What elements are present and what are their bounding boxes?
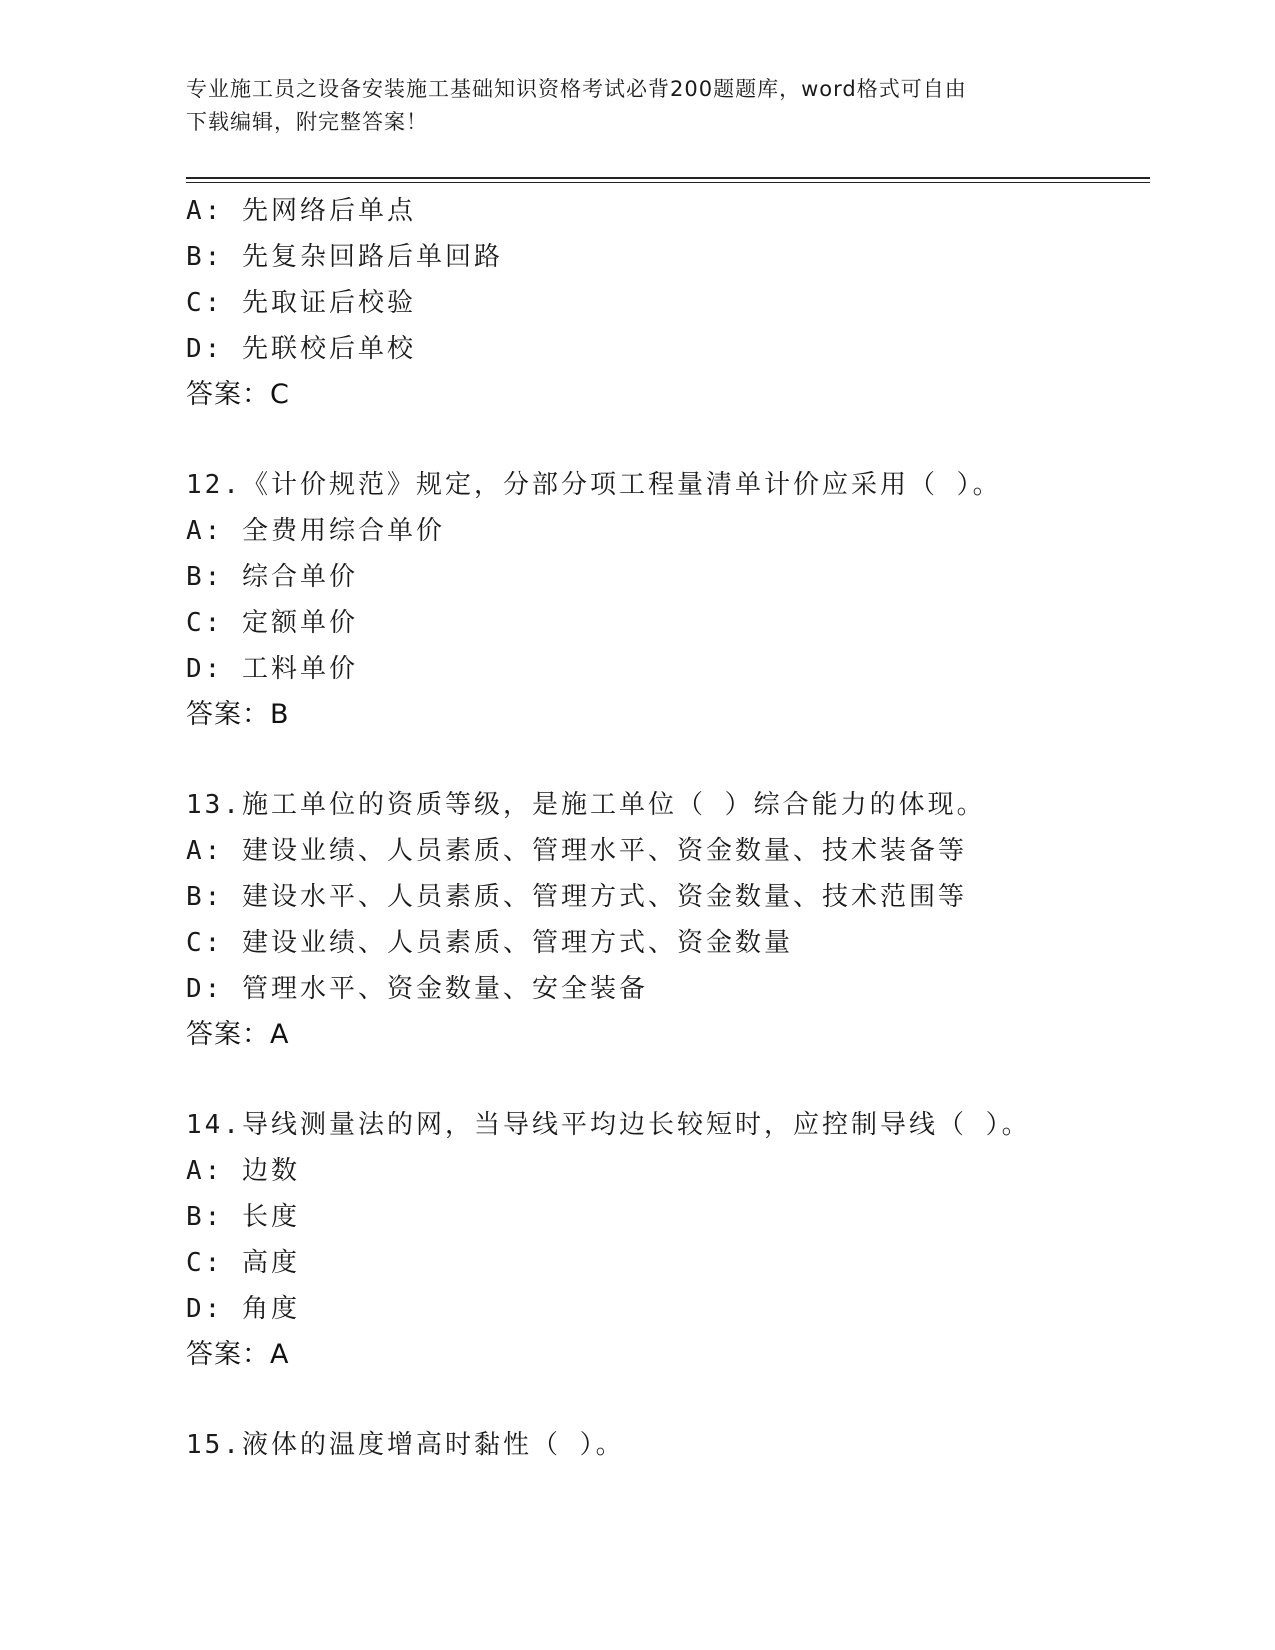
header-title-line-1: 专业施工员之设备安装施工基础知识资格考试必背200题题库，word格式可自由 bbox=[186, 77, 967, 101]
option-b: B: 长度 bbox=[186, 1202, 300, 1232]
question-list bbox=[186, 188, 1146, 1468]
option-b: B: 综合单价 bbox=[186, 562, 358, 592]
question-spacer bbox=[186, 1058, 1146, 1102]
question-spacer bbox=[186, 738, 1146, 782]
option-d: D: 角度 bbox=[186, 1294, 300, 1324]
answer-line: 答案：C bbox=[186, 379, 290, 410]
option-a: A: 建设业绩、人员素质、管理水平、资金数量、技术装备等 bbox=[186, 836, 967, 866]
option-c: C: 高度 bbox=[186, 1248, 300, 1278]
option-d: D: 工料单价 bbox=[186, 654, 358, 684]
header-divider-thick bbox=[186, 177, 1150, 179]
option-d: D: 管理水平、资金数量、安全装备 bbox=[186, 974, 648, 1004]
question-stem: 12.《计价规范》规定，分部分项工程量清单计价应采用（ ）。 bbox=[186, 470, 1002, 500]
question-stem: 13.施工单位的资质等级，是施工单位（ ）综合能力的体现。 bbox=[186, 790, 986, 820]
question-spacer bbox=[186, 1378, 1146, 1422]
option-c: C: 建设业绩、人员素质、管理方式、资金数量 bbox=[186, 928, 793, 958]
header-divider-thin bbox=[186, 182, 1150, 183]
question-15 bbox=[186, 1422, 1146, 1468]
question-13 bbox=[186, 782, 1146, 1058]
question-12 bbox=[186, 462, 1146, 738]
question-11 bbox=[186, 188, 1146, 418]
option-b: B: 先复杂回路后单回路 bbox=[186, 242, 503, 272]
answer-line: 答案：B bbox=[186, 699, 290, 730]
option-c: C: 定额单价 bbox=[186, 608, 358, 638]
option-a: A: 先网络后单点 bbox=[186, 196, 416, 226]
question-14 bbox=[186, 1102, 1146, 1378]
question-stem: 14.导线测量法的网，当导线平均边长较短时，应控制导线（ ）。 bbox=[186, 1110, 1031, 1140]
option-c: C: 先取证后校验 bbox=[186, 288, 416, 318]
question-stem: 15.液体的温度增高时黏性（ ）。 bbox=[186, 1430, 625, 1460]
document-header bbox=[186, 73, 1066, 139]
answer-line: 答案：A bbox=[186, 1339, 290, 1370]
header-title-line-2: 下载编辑，附完整答案！ bbox=[186, 110, 428, 134]
option-a: A: 全费用综合单价 bbox=[186, 516, 445, 546]
option-b: B: 建设水平、人员素质、管理方式、资金数量、技术范围等 bbox=[186, 882, 967, 912]
question-spacer bbox=[186, 418, 1146, 462]
option-d: D: 先联校后单校 bbox=[186, 334, 416, 364]
option-a: A: 边数 bbox=[186, 1156, 300, 1186]
answer-line: 答案：A bbox=[186, 1019, 290, 1050]
